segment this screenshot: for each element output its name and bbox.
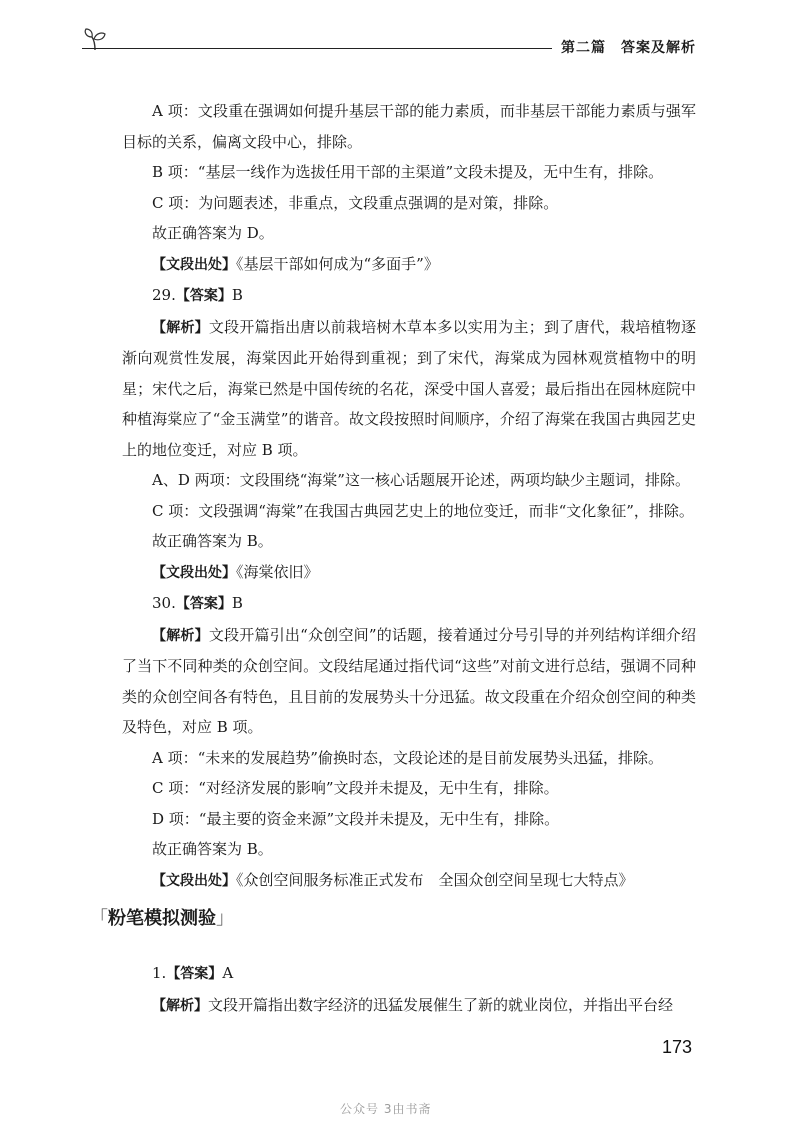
- analysis-paragraph: [122, 990, 696, 1022]
- answer-value: B: [231, 286, 243, 304]
- analysis-text: 文段开篇指出数字经济的迅猛发展催生了新的就业岗位，并指出平台经: [208, 995, 674, 1014]
- answer-tag: 【答案】: [166, 966, 223, 982]
- analysis-tag: 【解析】: [152, 997, 208, 1014]
- paragraph: 故正确答案为 D。: [152, 224, 274, 242]
- paragraph: A 项：“未来的发展趋势”偷换时态，文段论述的是目前发展势头迅猛，排除。: [152, 748, 663, 767]
- page-header-title: 第二篇 答案及解析: [561, 40, 696, 56]
- question-number: 1.: [152, 964, 167, 982]
- question-number: 29.: [152, 286, 176, 304]
- header-rule: [82, 48, 552, 49]
- paragraph: 故正确答案为 B。: [152, 532, 273, 550]
- analysis-tag: 【解析】: [152, 319, 209, 336]
- sprout-icon: [82, 26, 108, 56]
- section-heading: [90, 904, 234, 930]
- paragraph: 故正确答案为 B。: [152, 840, 273, 858]
- answer-value: B: [231, 594, 243, 612]
- source-text: 《基层干部如何成为“多面手”》: [236, 254, 439, 273]
- paragraph: A、D 两项：文段围绕“海棠”这一核心话题展开论述，两项均缺少主题词，排除。: [152, 471, 690, 489]
- source-line: [122, 865, 696, 897]
- source-tag: 【文段出处】: [152, 256, 236, 273]
- question-number: 30.: [152, 594, 176, 612]
- paragraph: D 项：“最主要的资金来源”文段并未提及，无中生有，排除。: [152, 809, 560, 828]
- paragraph: C 项：“对经济发展的影响”文段并未提及，无中生有，排除。: [152, 779, 559, 797]
- section-open-bracket: 「: [90, 908, 108, 929]
- source-line: [122, 557, 696, 589]
- answer-line: [122, 958, 696, 990]
- section-content: [122, 958, 696, 1021]
- answer-tag: 【答案】: [175, 596, 232, 612]
- analysis-text: 文段开篇指出唐以前栽培树木草本多以实用为主；到了唐代，栽培植物逐渐向观赏性发展，海棠因此开始得到重视；到了宋代，海棠成为园林观赏植物中的明星；宋代之后，海棠已然是中国传统的名花，深受中国人喜爱；最后指出在园林庭院中种植海棠应了“金玉满堂”的谐音。故文段按照时间顺序，介绍了海棠在我国古典园艺史上的地位变迁，对应 B 项。: [122, 317, 696, 459]
- paragraph: C 项：文段强调“海棠”在我国古典园艺史上的地位变迁，而非“文化象征”，排除。: [152, 501, 694, 520]
- analysis-tag: 【解析】: [152, 627, 209, 644]
- analysis-paragraph: [122, 312, 696, 466]
- source-text: 《海棠依旧》: [236, 562, 319, 581]
- source-tag: 【文段出处】: [152, 872, 236, 889]
- answer-line: [122, 588, 696, 620]
- paragraph: A 项：文段重在强调如何提升基层干部的能力素质，而非基层干部能力素质与强军目标的关系，偏离文段中心，排除。: [122, 102, 696, 151]
- answer-value: A: [222, 964, 234, 982]
- watermark: 公众号 3由书斋: [340, 1102, 432, 1116]
- source-tag: 【文段出处】: [152, 564, 236, 581]
- source-line: [122, 249, 696, 281]
- analysis-text: 文段开篇引出“众创空间”的话题，接着通过分号引导的并列结构详细介绍了当下不同种类的众创空间。文段结尾通过指代词“这些”对前文进行总结，强调不同种类的众创空间各有特色，且目前的发展势头十分迅猛。故文段重在介绍众创空间的种类及特色，对应 B 项。: [122, 625, 697, 736]
- paragraph: B 项：“基层一线作为选拔任用干部的主渠道”文段未提及，无中生有，排除。: [152, 163, 664, 181]
- page-number: 173: [661, 1037, 692, 1057]
- answer-tag: 【答案】: [175, 288, 232, 304]
- source-text: 《众创空间服务标准正式发布 全国众创空间呈现七大特点》: [236, 870, 634, 889]
- section-close-bracket: 」: [216, 908, 234, 929]
- analysis-paragraph: [122, 620, 696, 743]
- section-title: 粉笔模拟测验: [108, 908, 216, 929]
- paragraph: C 项：为问题表述，非重点，文段重点强调的是对策，排除。: [152, 193, 559, 212]
- answer-line: [122, 280, 696, 312]
- main-content: [122, 96, 696, 896]
